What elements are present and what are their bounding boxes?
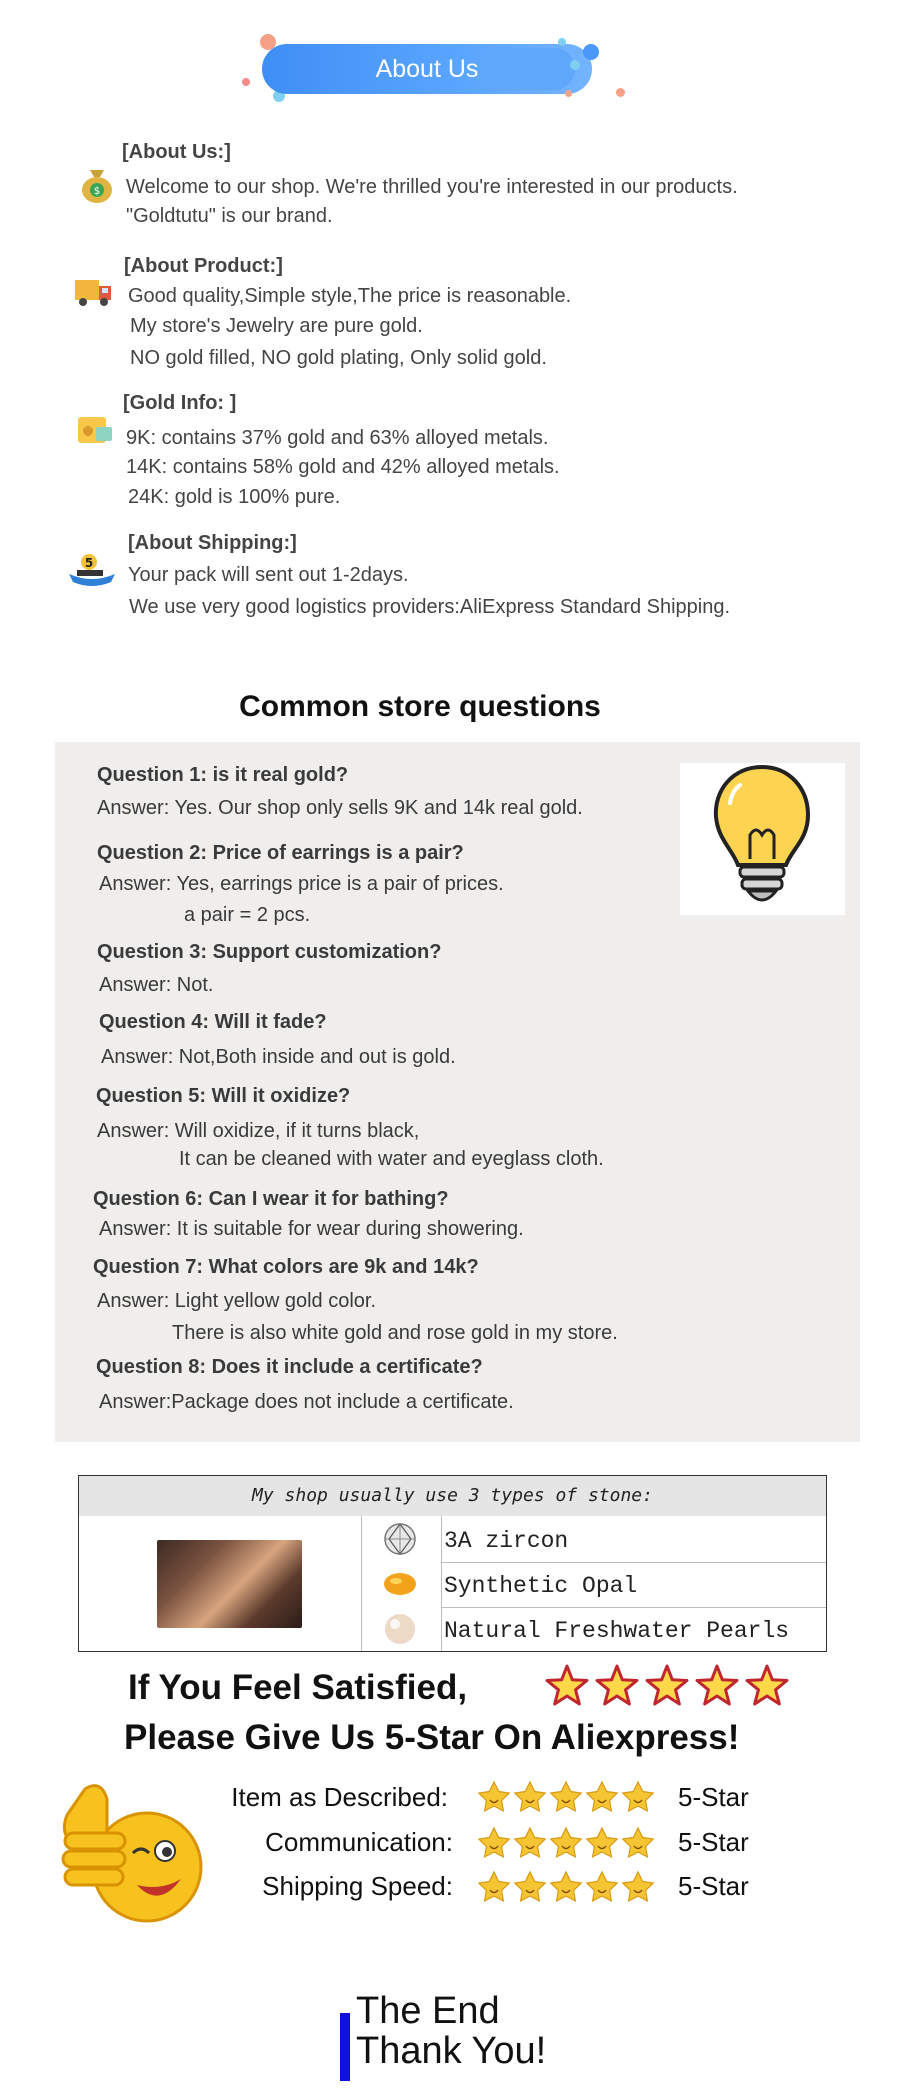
decor-dot <box>242 78 250 86</box>
smiling-star-icon <box>551 1782 581 1811</box>
stone-caption: My shop usually use 3 types of stone: <box>79 1476 826 1516</box>
smiling-star-icon <box>623 1782 653 1811</box>
about-us-line: Welcome to our shop. We're thrilled you're interested in our products. <box>126 176 738 198</box>
stone-name: Natural Freshwater Pearls <box>444 1618 790 1644</box>
table-divider <box>441 1607 826 1608</box>
smiling-star-icon <box>623 1872 653 1901</box>
big-star-icon <box>547 1666 587 1704</box>
stone-name: 3A zircon <box>444 1528 569 1554</box>
rating-value: 5-Star <box>678 1827 749 1857</box>
about-shipping-title: [About Shipping:] <box>128 532 297 554</box>
five-star-request-line: Please Give Us 5-Star On Aliexpress! <box>124 1718 740 1757</box>
about-product-line: NO gold filled, NO gold plating, Only solid gold. <box>130 347 547 369</box>
smiling-star-icon <box>551 1828 581 1857</box>
faq-question: Question 2: Price of earrings is a pair? <box>97 842 464 864</box>
smiling-star-icon <box>623 1828 653 1857</box>
delivery-truck-icon <box>72 270 116 314</box>
faq-answer: Answer: Yes, earrings price is a pair of prices. <box>99 873 504 895</box>
faq-answer: a pair = 2 pcs. <box>184 904 311 926</box>
gold-info-line: 9K: contains 37% gold and 63% alloyed metals. <box>126 427 549 449</box>
rating-label: Item as Described: <box>231 1782 448 1812</box>
faq-question: Question 8: Does it include a certificate? <box>96 1356 483 1378</box>
about-product-title: [About Product:] <box>124 255 283 277</box>
smiling-star-icon <box>587 1828 617 1857</box>
faq-question: Question 7: What colors are 9k and 14k? <box>93 1256 479 1278</box>
faq-answer: Answer: Yes. Our shop only sells 9K and 14k real gold. <box>97 797 583 819</box>
smiling-star-icon <box>479 1872 509 1901</box>
smiling-star-icon <box>587 1872 617 1901</box>
rating-stars-row <box>478 1870 658 1904</box>
faq-answer: Answer: Light yellow gold color. <box>97 1290 377 1312</box>
faq-answer: Answer: Not,Both inside and out is gold. <box>101 1046 456 1068</box>
faq-answer: It can be cleaned with water and eyeglass cloth. <box>179 1148 604 1170</box>
faq-answer: There is also white gold and rose gold in my store. <box>172 1322 618 1344</box>
money-bag-icon <box>75 162 119 206</box>
about-us-line: "Goldtutu" is our brand. <box>126 205 333 227</box>
about-shipping-line: We use very good logistics providers:AliExpress Standard Shipping. <box>129 596 731 618</box>
rating-stars-row <box>478 1780 658 1814</box>
about-shipping-line: Your pack will sent out 1-2days. <box>128 564 409 586</box>
table-divider <box>361 1516 362 1651</box>
rating-stars-row <box>478 1826 658 1860</box>
big-star-icon <box>647 1666 687 1704</box>
faq-heading: Common store questions <box>239 690 601 723</box>
about-product-line: My store's Jewelry are pure gold. <box>130 315 423 337</box>
decor-dot <box>616 88 625 97</box>
faq-answer: Answer:Package does not include a certificate. <box>99 1391 514 1413</box>
lightbulb-icon <box>680 763 845 915</box>
end-title: The End <box>356 1990 500 2032</box>
big-star-icon <box>697 1666 737 1704</box>
smiling-star-icon <box>479 1782 509 1811</box>
pearl-icon <box>381 1610 419 1648</box>
rating-label: Shipping Speed: <box>262 1871 453 1901</box>
faq-question: Question 4: Will it fade? <box>99 1011 327 1033</box>
smiling-star-icon <box>515 1782 545 1811</box>
banner-title: About Us <box>375 55 479 83</box>
rating-label: Communication: <box>265 1827 453 1857</box>
gold-info-line: 14K: contains 58% gold and 42% alloyed metals. <box>126 456 560 478</box>
jewelry-photo <box>157 1540 302 1628</box>
smiling-star-icon <box>515 1828 545 1857</box>
about-us-banner <box>240 30 640 110</box>
thumbs-up-wink-emoji-icon <box>55 1775 205 1925</box>
thank-you-text: Thank You! <box>356 2030 547 2072</box>
satisfied-line: If You Feel Satisfied, <box>128 1668 468 1707</box>
shipping-badge-icon <box>67 548 117 592</box>
svg-text:$: $ <box>93 186 101 197</box>
gold-info-line: 24K: gold is 100% pure. <box>128 486 341 508</box>
big-star-icon <box>597 1666 637 1704</box>
big-star-row <box>545 1663 795 1711</box>
big-star-icon <box>747 1666 787 1704</box>
stone-name: Synthetic Opal <box>444 1573 638 1599</box>
faq-question: Question 5: Will it oxidize? <box>96 1085 351 1107</box>
lightbulb-card <box>680 763 845 915</box>
smiling-star-icon <box>515 1872 545 1901</box>
faq-answer: Answer: Will oxidize, if it turns black, <box>97 1120 420 1142</box>
smiling-star-icon <box>587 1782 617 1811</box>
gold-info-title: [Gold Info: ] <box>123 392 237 414</box>
faq-question: Question 1: is it real gold? <box>97 764 349 786</box>
end-accent-bar <box>340 2013 350 2081</box>
faq-answer: Answer: It is suitable for wear during showering. <box>99 1218 524 1240</box>
about-product-line: Good quality,Simple style,The price is reasonable. <box>128 285 572 307</box>
faq-question: Question 3: Support customization? <box>97 941 442 963</box>
gold-bar-icon <box>74 411 118 455</box>
rating-value: 5-Star <box>678 1782 749 1812</box>
zircon-gem-icon <box>381 1520 419 1558</box>
table-divider <box>441 1516 442 1651</box>
about-us-title: [About Us:] <box>122 141 231 163</box>
stone-table <box>78 1475 827 1652</box>
smiling-star-icon <box>479 1828 509 1857</box>
faq-question: Question 6: Can I wear it for bathing? <box>93 1188 449 1210</box>
svg-text:5: 5 <box>84 556 94 570</box>
table-divider <box>441 1562 826 1563</box>
rating-value: 5-Star <box>678 1871 749 1901</box>
smiling-star-icon <box>551 1872 581 1901</box>
opal-stone-icon <box>381 1565 419 1603</box>
faq-answer: Answer: Not. <box>99 974 214 996</box>
